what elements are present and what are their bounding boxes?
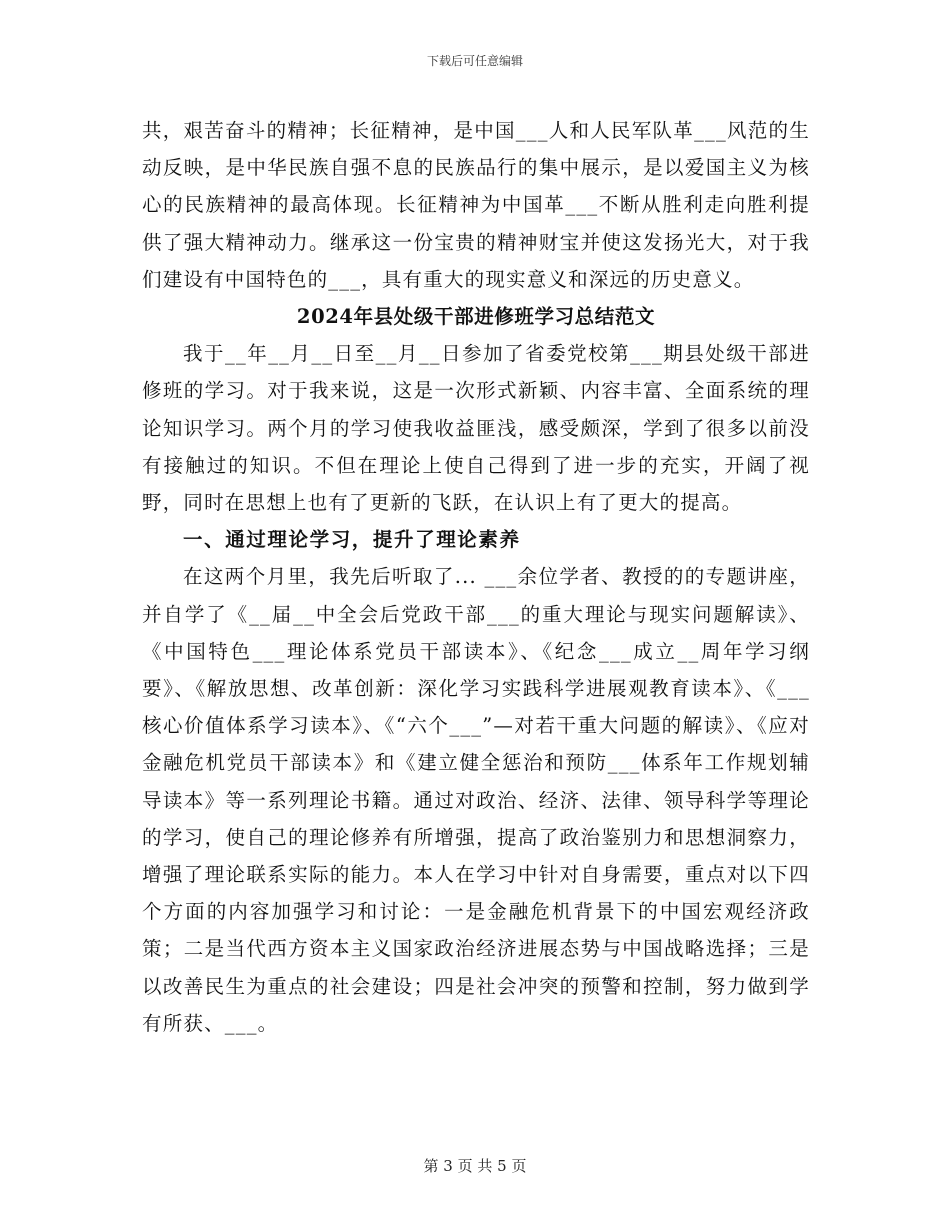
document-title: 2024年县处级干部进修班学习总结范文 (296, 305, 656, 329)
document-body (142, 112, 810, 1042)
paragraph-continued: 共，艰苦奋斗的精神；长征精神，是中国___人和人民军队革___风范的生动反映，是中华民族自强不息的民族品行的集中展示，是以爱国主义为核心的民族精神的最高体现。长征精神为中国革___不断从胜利走向胜利提供了强大精神动力。继承这一份宝贵的精神财宝并使这发扬光大，对于我们建设有中国特色的___，具有重大的现实意义和深远的历史意义。 (142, 119, 810, 291)
section-heading-1: 一、通过理论学习，提升了理论素养 (183, 528, 521, 552)
paragraph-intro: 我于__年__月__日至__月__日参加了省委党校第___期县处级干部进修班的学习。对于我来说，这是一次形式新颖、内容丰富、全面系统的理论知识学习。两个月的学习使我收益匪浅，感受颇深，学到了很多以前没有接触过的知识。不但在理论上使自己得到了进一步的充实，开阔了视野，同时在思想上也有了更新的飞跃，在认识上有了更大的提高。 (142, 342, 810, 515)
paragraph-section-1: 在这两个月里，我先后听取了... ___余位学者、教授的的专题讲座，并自学了《__届__中全会后党政干部___的重大理论与现实问题解读》、《中国特色___理论体系党员干部读本》、《纪念___成立__周年学习纲要》、《解放思想、改革创新：深化学习实践科学进展观教育读本》、《___核心价值体系学习读本》、《“六个___”—对若干重大问题的解读》、《应对金融危机党员干部读本》和《建立健全惩治和预防___体系年工作规划辅导读本》等一系列理论书籍。通过对政治、经济、法律、领导科学等理论的学习，使自己的理论修养有所增强，提高了政治鉴别力和思想洞察力，增强了理论联系实际的能力。本人在学习中针对自身需要，重点对以下四个方面的内容加强学习和讨论：一是金融危机背景下的中国宏观经济政策；二是当代西方资本主义国家政治经济进展态势与中国战略选择；三是以改善民生为重点的社会建设；四是社会冲突的预警和控制，努力做到学有所获、___。 (142, 565, 810, 1035)
page-number-footer: 第 3 页 共 5 页 (423, 1157, 527, 1175)
page-header-note: 下载后可任意编辑 (426, 54, 523, 68)
